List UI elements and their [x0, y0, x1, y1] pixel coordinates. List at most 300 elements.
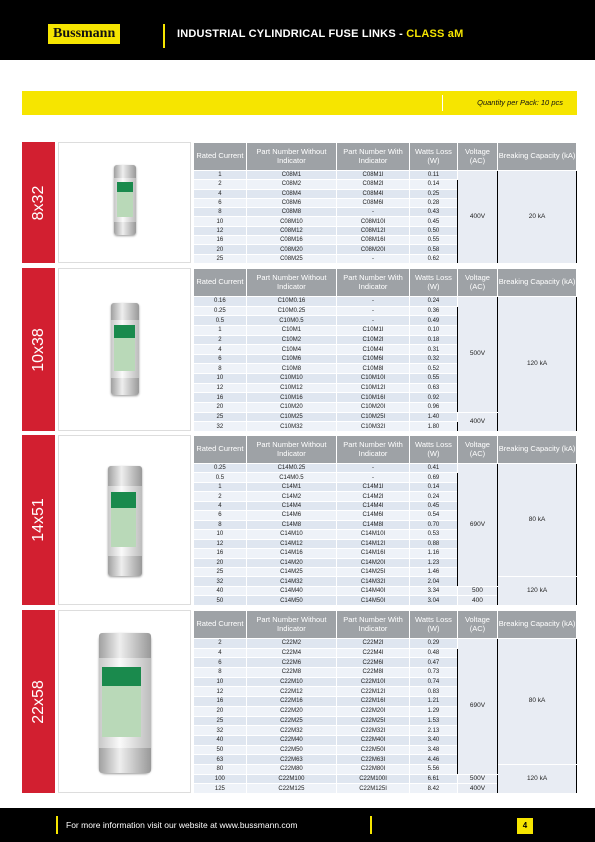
brand-logo: Bussmann [48, 24, 120, 44]
watts-loss: 0.28 [410, 198, 458, 207]
rated-current: 32 [194, 422, 247, 432]
col-header-voltage: Voltage (AC) [457, 436, 497, 464]
part-number-with-indicator: C22M10I [337, 677, 410, 687]
part-number-with-indicator: - [337, 306, 410, 316]
part-number-without-indicator: C10M20 [246, 403, 336, 413]
col-header-rated: Rated Current [194, 143, 247, 171]
part-number-with-indicator: C08M10I [337, 217, 410, 226]
watts-loss: 3.04 [410, 596, 458, 605]
part-number-without-indicator: C22M50 [246, 745, 336, 755]
part-number-with-indicator: C14M8I [337, 520, 410, 529]
part-number-with-indicator: C08M12I [337, 226, 410, 235]
fuse-image [114, 165, 136, 235]
rated-current: 12 [194, 539, 247, 548]
rated-current: 63 [194, 755, 247, 765]
part-number-without-indicator: C10M2 [246, 335, 336, 345]
col-header-rated: Rated Current [194, 269, 247, 297]
watts-loss: 0.55 [410, 236, 458, 245]
rated-current: 6 [194, 198, 247, 207]
part-number-without-indicator: C14M12 [246, 539, 336, 548]
part-number-without-indicator: C08M4 [246, 189, 336, 198]
part-number-without-indicator: C08M8 [246, 208, 336, 217]
col-header-rated: Rated Current [194, 611, 247, 639]
part-number-without-indicator: C14M2 [246, 492, 336, 501]
section-22x58 [22, 610, 577, 793]
fuse-table [193, 142, 577, 264]
table-row [194, 577, 577, 586]
part-number-with-indicator: - [337, 316, 410, 326]
breaking-capacity-value: 120 kA [498, 764, 577, 793]
col-header-voltage: Voltage (AC) [457, 269, 497, 297]
rated-current: 100 [194, 774, 247, 784]
part-number-with-indicator: C22M2I [337, 639, 410, 649]
rated-current: 8 [194, 668, 247, 678]
watts-loss: 0.36 [410, 306, 458, 316]
rated-current: 25 [194, 567, 247, 576]
part-number-without-indicator: C10M32 [246, 422, 336, 432]
footer-divider-left [56, 816, 58, 834]
watts-loss: 0.52 [410, 364, 458, 374]
quantity-band [22, 91, 577, 115]
title-main: INDUSTRIAL CYLINDRICAL FUSE LINKS - [177, 28, 407, 40]
part-number-with-indicator: C10M32I [337, 422, 410, 432]
watts-loss: 0.14 [410, 180, 458, 189]
part-number-without-indicator: C14M4 [246, 501, 336, 510]
rated-current: 12 [194, 383, 247, 393]
fuse-photo [58, 435, 191, 605]
voltage-value: 400V [457, 171, 497, 264]
part-number-without-indicator: C10M4 [246, 345, 336, 355]
watts-loss: 0.47 [410, 658, 458, 668]
col-header-pn-without: Part Number Without Indicator [246, 436, 336, 464]
watts-loss: 2.13 [410, 726, 458, 736]
part-number-with-indicator: C10M25I [337, 412, 410, 422]
part-number-with-indicator: C22M8I [337, 668, 410, 678]
part-number-without-indicator: C10M1 [246, 325, 336, 335]
watts-loss: 0.43 [410, 208, 458, 217]
part-number-with-indicator: C14M12I [337, 539, 410, 548]
part-number-with-indicator: C10M2I [337, 335, 410, 345]
part-number-with-indicator: C22M25I [337, 716, 410, 726]
watts-loss: 3.40 [410, 735, 458, 745]
rated-current: 32 [194, 577, 247, 586]
part-number-without-indicator: C08M2 [246, 180, 336, 189]
watts-loss: 0.31 [410, 345, 458, 355]
rated-current: 0.5 [194, 316, 247, 326]
col-header-breaking: Breaking Capacity (kA) [498, 436, 577, 464]
rated-current: 16 [194, 236, 247, 245]
footer-bar [0, 808, 595, 842]
rated-current: 6 [194, 658, 247, 668]
col-header-watts: Watts Loss (W) [410, 611, 458, 639]
rated-current: 80 [194, 764, 247, 774]
rated-current: 8 [194, 208, 247, 217]
breaking-capacity-value: 120 kA [498, 577, 577, 605]
part-number-with-indicator: C22M32I [337, 726, 410, 736]
part-number-without-indicator: C10M25 [246, 412, 336, 422]
part-number-without-indicator: C22M10 [246, 677, 336, 687]
part-number-with-indicator: C22M63I [337, 755, 410, 765]
part-number-without-indicator: C08M1 [246, 171, 336, 180]
part-number-without-indicator: C10M0.5 [246, 316, 336, 326]
voltage-value: 690V [457, 639, 497, 775]
part-number-with-indicator: C14M6I [337, 511, 410, 520]
quantity-divider [442, 95, 443, 111]
rated-current: 125 [194, 784, 247, 794]
part-number-without-indicator: C14M0.5 [246, 473, 336, 482]
watts-loss: 5.56 [410, 764, 458, 774]
rated-current: 12 [194, 226, 247, 235]
size-label-box [22, 268, 55, 431]
voltage-value: 400V [457, 784, 497, 794]
table-row [194, 639, 577, 649]
rated-current: 4 [194, 345, 247, 355]
rated-current: 0.25 [194, 464, 247, 473]
part-number-with-indicator: C22M40I [337, 735, 410, 745]
footer-divider-right [370, 816, 372, 834]
rated-current: 50 [194, 596, 247, 605]
part-number-without-indicator: C14M6 [246, 511, 336, 520]
watts-loss: 0.11 [410, 171, 458, 180]
col-header-pn-with: Part Number With Indicator [337, 436, 410, 464]
rated-current: 25 [194, 412, 247, 422]
rated-current: 32 [194, 726, 247, 736]
page-title [177, 28, 463, 40]
watts-loss: 4.46 [410, 755, 458, 765]
quantity-per-pack: Quantity per Pack: 10 pcs [477, 98, 563, 107]
part-number-without-indicator: C08M20 [246, 245, 336, 254]
part-number-without-indicator: C10M12 [246, 383, 336, 393]
watts-loss: 0.74 [410, 677, 458, 687]
rated-current: 1 [194, 482, 247, 491]
part-number-without-indicator: C14M16 [246, 549, 336, 558]
part-number-with-indicator: C22M50I [337, 745, 410, 755]
col-header-voltage: Voltage (AC) [457, 611, 497, 639]
fuse-table [193, 610, 577, 794]
rated-current: 6 [194, 354, 247, 364]
col-header-pn-without: Part Number Without Indicator [246, 143, 336, 171]
part-number-without-indicator: C14M50 [246, 596, 336, 605]
rated-current: 2 [194, 335, 247, 345]
watts-loss: 1.80 [410, 422, 458, 432]
rated-current: 50 [194, 745, 247, 755]
part-number-without-indicator: C22M63 [246, 755, 336, 765]
watts-loss: 0.25 [410, 189, 458, 198]
part-number-with-indicator: - [337, 473, 410, 482]
watts-loss: 0.32 [410, 354, 458, 364]
rated-current: 4 [194, 501, 247, 510]
part-number-with-indicator: C10M10I [337, 374, 410, 384]
watts-loss: 1.29 [410, 706, 458, 716]
voltage-value: 400 [457, 596, 497, 605]
watts-loss: 0.54 [410, 511, 458, 520]
part-number-with-indicator: C14M2I [337, 492, 410, 501]
fuse-image [99, 633, 151, 773]
watts-loss: 1.23 [410, 558, 458, 567]
watts-loss: 1.21 [410, 697, 458, 707]
voltage-value: 500V [457, 774, 497, 784]
watts-loss: 8.42 [410, 784, 458, 794]
rated-current: 8 [194, 364, 247, 374]
watts-loss: 0.45 [410, 501, 458, 510]
size-label-box [22, 142, 55, 263]
watts-loss: 0.58 [410, 245, 458, 254]
part-number-without-indicator: C14M1 [246, 482, 336, 491]
header-divider [163, 24, 165, 48]
part-number-without-indicator: C22M80 [246, 764, 336, 774]
section-10x38 [22, 268, 577, 431]
part-number-with-indicator: C22M6I [337, 658, 410, 668]
watts-loss: 0.53 [410, 530, 458, 539]
rated-current: 10 [194, 677, 247, 687]
rated-current: 16 [194, 697, 247, 707]
watts-loss: 0.50 [410, 226, 458, 235]
col-header-pn-with: Part Number With Indicator [337, 269, 410, 297]
part-number-with-indicator: C22M125I [337, 784, 410, 794]
part-number-with-indicator: C22M100I [337, 774, 410, 784]
rated-current: 8 [194, 520, 247, 529]
header-bar [0, 0, 595, 60]
rated-current: 0.25 [194, 306, 247, 316]
page-number: 4 [517, 818, 533, 834]
part-number-with-indicator: C14M32I [337, 577, 410, 586]
rated-current: 25 [194, 716, 247, 726]
part-number-without-indicator: C10M8 [246, 364, 336, 374]
fuse-photo [58, 142, 191, 263]
watts-loss: 1.40 [410, 412, 458, 422]
part-number-with-indicator: C10M1I [337, 325, 410, 335]
table-row [194, 171, 577, 180]
watts-loss: 1.16 [410, 549, 458, 558]
col-header-breaking: Breaking Capacity (kA) [498, 269, 577, 297]
part-number-without-indicator: C10M6 [246, 354, 336, 364]
part-number-with-indicator: C10M8I [337, 364, 410, 374]
watts-loss: 0.92 [410, 393, 458, 403]
watts-loss: 0.41 [410, 464, 458, 473]
part-number-with-indicator: C08M2I [337, 180, 410, 189]
rated-current: 1 [194, 325, 247, 335]
voltage-value: 400V [457, 412, 497, 431]
part-number-with-indicator: C22M20I [337, 706, 410, 716]
part-number-with-indicator: C22M80I [337, 764, 410, 774]
part-number-with-indicator: C14M16I [337, 549, 410, 558]
watts-loss: 0.24 [410, 492, 458, 501]
size-label-box [22, 610, 55, 793]
part-number-without-indicator: C22M32 [246, 726, 336, 736]
part-number-with-indicator: C14M25I [337, 567, 410, 576]
part-number-without-indicator: C22M20 [246, 706, 336, 716]
part-number-without-indicator: C10M10 [246, 374, 336, 384]
part-number-with-indicator: C10M4I [337, 345, 410, 355]
part-number-with-indicator: C22M4I [337, 648, 410, 658]
part-number-without-indicator: C08M10 [246, 217, 336, 226]
rated-current: 16 [194, 549, 247, 558]
watts-loss: 1.46 [410, 567, 458, 576]
watts-loss: 6.61 [410, 774, 458, 784]
part-number-with-indicator: - [337, 254, 410, 263]
part-number-with-indicator: - [337, 297, 410, 307]
col-header-watts: Watts Loss (W) [410, 143, 458, 171]
part-number-without-indicator: C22M4 [246, 648, 336, 658]
rated-current: 10 [194, 530, 247, 539]
voltage-value: 690V [457, 464, 497, 587]
watts-loss: 0.14 [410, 482, 458, 491]
watts-loss: 0.10 [410, 325, 458, 335]
part-number-with-indicator: - [337, 464, 410, 473]
watts-loss: 0.49 [410, 316, 458, 326]
size-label: 10x38 [29, 327, 47, 372]
col-header-watts: Watts Loss (W) [410, 269, 458, 297]
part-number-without-indicator: C08M25 [246, 254, 336, 263]
part-number-without-indicator: C22M12 [246, 687, 336, 697]
part-number-without-indicator: C14M40 [246, 586, 336, 595]
size-label: 14x51 [29, 498, 47, 542]
col-header-voltage: Voltage (AC) [457, 143, 497, 171]
watts-loss: 0.29 [410, 639, 458, 649]
rated-current: 20 [194, 558, 247, 567]
watts-loss: 3.34 [410, 586, 458, 595]
watts-loss: 0.48 [410, 648, 458, 658]
part-number-without-indicator: C08M6 [246, 198, 336, 207]
part-number-without-indicator: C08M12 [246, 226, 336, 235]
rated-current: 1 [194, 171, 247, 180]
part-number-with-indicator: C14M40I [337, 586, 410, 595]
col-header-pn-without: Part Number Without Indicator [246, 269, 336, 297]
fuse-photo [58, 610, 191, 793]
part-number-with-indicator: - [337, 208, 410, 217]
footer-website-text: For more information visit our website at www.bussmann.com [66, 820, 298, 830]
title-accent: CLASS aM [406, 28, 464, 40]
col-header-rated: Rated Current [194, 436, 247, 464]
col-header-pn-with: Part Number With Indicator [337, 143, 410, 171]
voltage-value: 500 [457, 586, 497, 595]
part-number-with-indicator: C10M6I [337, 354, 410, 364]
table-row [194, 464, 577, 473]
watts-loss: 0.18 [410, 335, 458, 345]
watts-loss: 2.04 [410, 577, 458, 586]
size-label-box [22, 435, 55, 605]
part-number-with-indicator: C08M20I [337, 245, 410, 254]
part-number-without-indicator: C08M16 [246, 236, 336, 245]
rated-current: 20 [194, 403, 247, 413]
rated-current: 0.16 [194, 297, 247, 307]
part-number-without-indicator: C14M8 [246, 520, 336, 529]
rated-current: 16 [194, 393, 247, 403]
col-header-breaking: Breaking Capacity (kA) [498, 611, 577, 639]
size-label: 8x32 [29, 185, 47, 220]
voltage-value: 500V [457, 297, 497, 413]
watts-loss: 0.55 [410, 374, 458, 384]
watts-loss: 0.24 [410, 297, 458, 307]
rated-current: 20 [194, 245, 247, 254]
watts-loss: 0.69 [410, 473, 458, 482]
part-number-without-indicator: C22M6 [246, 658, 336, 668]
breaking-capacity-value: 20 kA [498, 171, 577, 264]
fuse-image [108, 466, 142, 576]
part-number-with-indicator: C14M10I [337, 530, 410, 539]
rated-current: 40 [194, 586, 247, 595]
watts-loss: 0.70 [410, 520, 458, 529]
size-label: 22x58 [29, 679, 47, 724]
table-row [194, 297, 577, 307]
breaking-capacity-value: 80 kA [498, 464, 577, 577]
rated-current: 2 [194, 180, 247, 189]
rated-current: 25 [194, 254, 247, 263]
watts-loss: 1.53 [410, 716, 458, 726]
part-number-without-indicator: C14M25 [246, 567, 336, 576]
rated-current: 0.5 [194, 473, 247, 482]
part-number-with-indicator: C10M12I [337, 383, 410, 393]
part-number-with-indicator: C22M16I [337, 697, 410, 707]
breaking-capacity-value: 120 kA [498, 297, 577, 432]
watts-loss: 0.45 [410, 217, 458, 226]
rated-current: 10 [194, 374, 247, 384]
rated-current: 40 [194, 735, 247, 745]
part-number-with-indicator: C08M1I [337, 171, 410, 180]
fuse-image [111, 303, 139, 395]
part-number-without-indicator: C22M16 [246, 697, 336, 707]
col-header-pn-without: Part Number Without Indicator [246, 611, 336, 639]
part-number-without-indicator: C10M0.25 [246, 306, 336, 316]
part-number-without-indicator: C22M2 [246, 639, 336, 649]
part-number-with-indicator: C10M20I [337, 403, 410, 413]
fuse-photo [58, 268, 191, 431]
part-number-without-indicator: C22M25 [246, 716, 336, 726]
rated-current: 20 [194, 706, 247, 716]
rated-current: 10 [194, 217, 247, 226]
watts-loss: 0.73 [410, 668, 458, 678]
breaking-capacity-value: 80 kA [498, 639, 577, 765]
part-number-with-indicator: C10M16I [337, 393, 410, 403]
watts-loss: 0.62 [410, 254, 458, 263]
fuse-table [193, 268, 577, 432]
watts-loss: 0.96 [410, 403, 458, 413]
part-number-without-indicator: C14M20 [246, 558, 336, 567]
part-number-without-indicator: C10M0.16 [246, 297, 336, 307]
part-number-with-indicator: C14M20I [337, 558, 410, 567]
rated-current: 4 [194, 648, 247, 658]
watts-loss: 0.83 [410, 687, 458, 697]
table-row [194, 764, 577, 774]
part-number-without-indicator: C14M0.25 [246, 464, 336, 473]
col-header-breaking: Breaking Capacity (kA) [498, 143, 577, 171]
fuse-table [193, 435, 577, 606]
watts-loss: 0.63 [410, 383, 458, 393]
watts-loss: 0.88 [410, 539, 458, 548]
part-number-with-indicator: C08M6I [337, 198, 410, 207]
col-header-watts: Watts Loss (W) [410, 436, 458, 464]
rated-current: 2 [194, 639, 247, 649]
section-8x32 [22, 142, 577, 263]
part-number-with-indicator: C08M4I [337, 189, 410, 198]
part-number-with-indicator: C08M16I [337, 236, 410, 245]
part-number-without-indicator: C14M32 [246, 577, 336, 586]
part-number-without-indicator: C22M125 [246, 784, 336, 794]
part-number-with-indicator: C14M50I [337, 596, 410, 605]
part-number-with-indicator: C22M12I [337, 687, 410, 697]
watts-loss: 3.48 [410, 745, 458, 755]
col-header-pn-with: Part Number With Indicator [337, 611, 410, 639]
rated-current: 2 [194, 492, 247, 501]
section-14x51 [22, 435, 577, 605]
rated-current: 12 [194, 687, 247, 697]
part-number-with-indicator: C14M1I [337, 482, 410, 491]
rated-current: 6 [194, 511, 247, 520]
part-number-without-indicator: C22M8 [246, 668, 336, 678]
part-number-without-indicator: C22M100 [246, 774, 336, 784]
part-number-without-indicator: C10M16 [246, 393, 336, 403]
part-number-without-indicator: C14M10 [246, 530, 336, 539]
